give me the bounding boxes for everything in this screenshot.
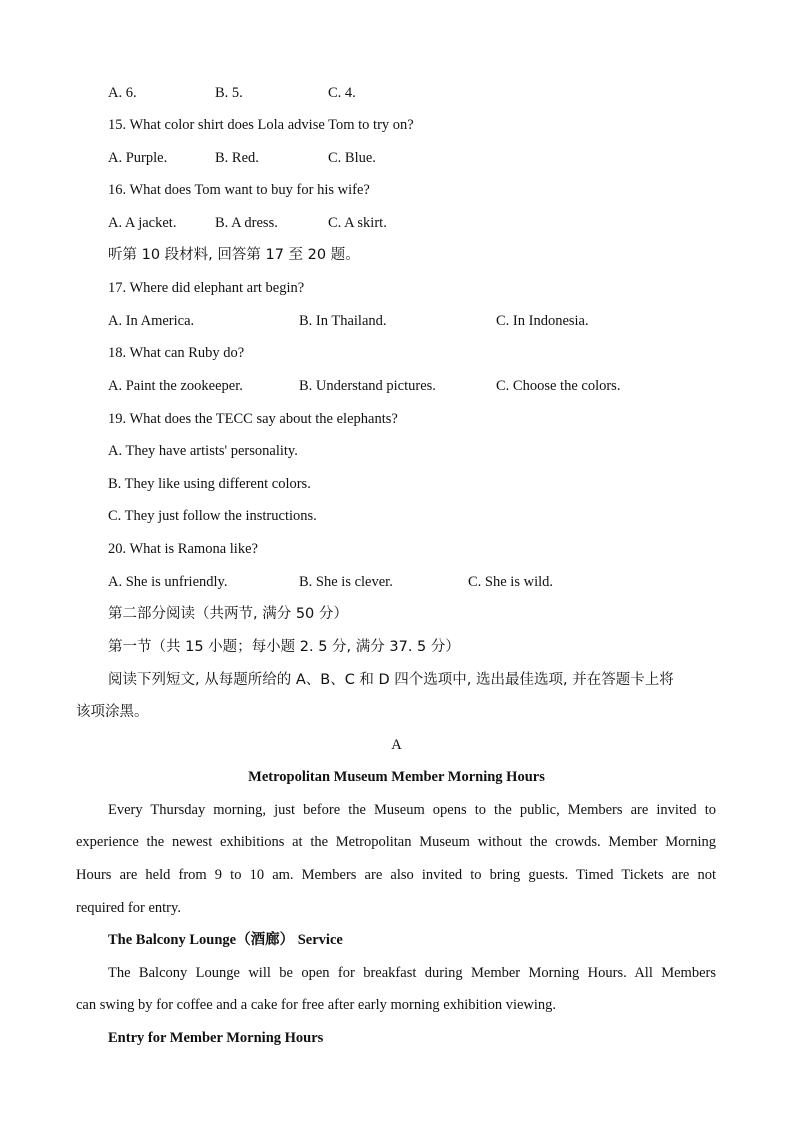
passage-title: Metropolitan Museum Member Morning Hours bbox=[248, 769, 545, 785]
q20-stem: 20. What is Ramona like? bbox=[108, 541, 258, 557]
q17-option-a: A. In America. bbox=[108, 313, 195, 329]
section-10-instruction: 听第 10 段材料, 回答第 17 至 20 题。 bbox=[108, 247, 360, 263]
passage-paragraph-1-line-1: Every Thursday morning, just before the Museum opens to the public, Members are invited to bbox=[108, 802, 716, 818]
reading-instruction-line-2: 该项涂黑。 bbox=[76, 704, 149, 720]
q16-option-b: B. A dress. bbox=[215, 215, 278, 231]
q14-option-c: C. 4. bbox=[328, 85, 356, 101]
q16-option-c: C. A skirt. bbox=[328, 215, 387, 231]
q19-stem: 19. What does the TECC say about the elephants? bbox=[108, 411, 398, 427]
entry-heading: Entry for Member Morning Hours bbox=[108, 1030, 324, 1046]
passage-paragraph-1-line-2: experience the newest exhibitions at the Metropolitan Museum without the crowds. Member Morning bbox=[76, 834, 716, 850]
q20-option-b: B. She is clever. bbox=[299, 574, 393, 590]
q16-stem: 16. What does Tom want to buy for his wife? bbox=[108, 182, 370, 198]
q14-option-b: B. 5. bbox=[215, 85, 243, 101]
q18-stem: 18. What can Ruby do? bbox=[108, 345, 245, 361]
q19-option-a: A. They have artists' personality. bbox=[108, 443, 298, 459]
section-1-heading: 第一节（共 15 小题；每小题 2. 5 分, 满分 37. 5 分） bbox=[108, 639, 460, 655]
q18-option-c: C. Choose the colors. bbox=[496, 378, 621, 394]
q15-option-b: B. Red. bbox=[215, 150, 259, 166]
passage-letter: A bbox=[391, 737, 402, 753]
passage-paragraph-2-line-2: can swing by for coffee and a cake for free after early morning exhibition viewing. bbox=[76, 997, 557, 1013]
q17-option-b: B. In Thailand. bbox=[299, 313, 387, 329]
q15-option-a: A. Purple. bbox=[108, 150, 168, 166]
passage-paragraph-1-line-3: Hours are held from 9 to 10 am. Members are also invited to bring guests. Timed Tickets are not bbox=[76, 867, 716, 883]
q19-option-b: B. They like using different colors. bbox=[108, 476, 311, 492]
balcony-lounge-heading: The Balcony Lounge（酒廊） Service bbox=[108, 932, 343, 948]
q16-option-a: A. A jacket. bbox=[108, 215, 177, 231]
q18-option-b: B. Understand pictures. bbox=[299, 378, 436, 394]
reading-instruction-line-1: 阅读下列短文, 从每题所给的 A、B、C 和 D 四个选项中, 选出最佳选项, 并在答题卡上将 bbox=[108, 672, 674, 688]
part-2-heading: 第二部分阅读（共两节, 满分 50 分） bbox=[108, 606, 348, 622]
q18-option-a: A. Paint the zookeeper. bbox=[108, 378, 243, 394]
q20-option-a: A. She is unfriendly. bbox=[108, 574, 228, 590]
q17-option-c: C. In Indonesia. bbox=[496, 313, 589, 329]
q19-option-c: C. They just follow the instructions. bbox=[108, 508, 317, 524]
q17-stem: 17. Where did elephant art begin? bbox=[108, 280, 305, 296]
passage-paragraph-1-line-4: required for entry. bbox=[76, 900, 181, 916]
q20-option-c: C. She is wild. bbox=[468, 574, 553, 590]
q15-option-c: C. Blue. bbox=[328, 150, 376, 166]
q15-stem: 15. What color shirt does Lola advise Tom to try on? bbox=[108, 117, 414, 133]
q14-option-a: A. 6. bbox=[108, 85, 137, 101]
passage-paragraph-2-line-1: The Balcony Lounge will be open for breakfast during Member Morning Hours. All Members bbox=[108, 965, 716, 981]
